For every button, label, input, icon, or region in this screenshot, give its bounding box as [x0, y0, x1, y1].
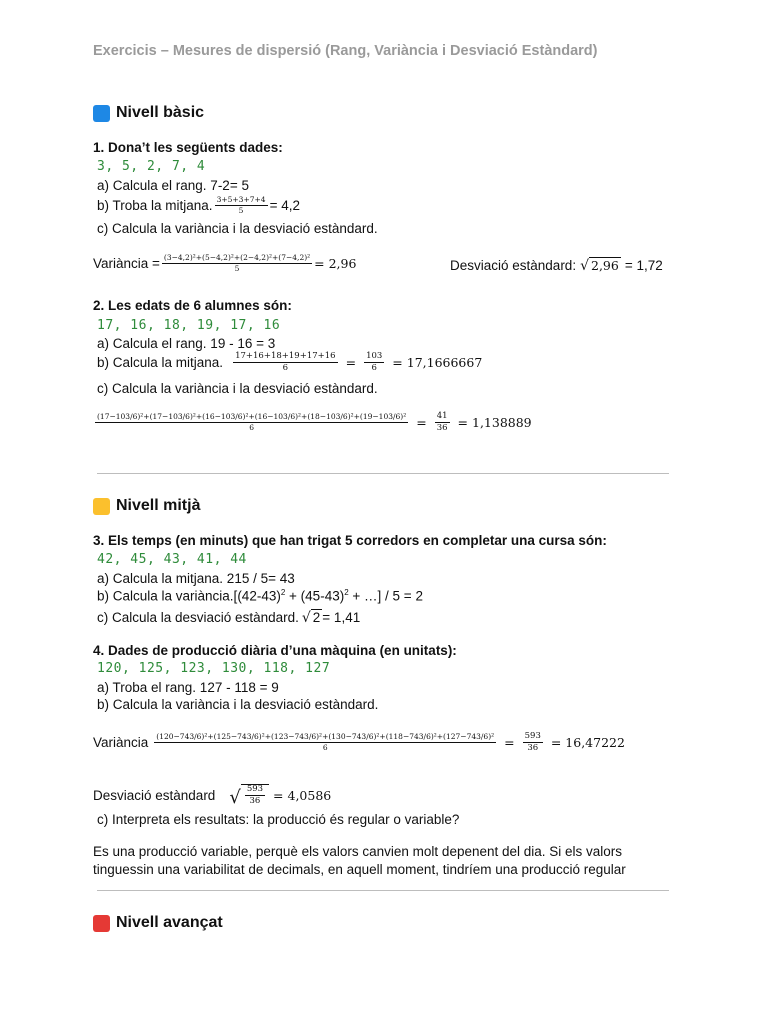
- section-mid-heading: [93, 497, 200, 515]
- ex1-mean-fraction: [215, 196, 268, 216]
- ex3-a: a) Calcula la mitjana. 215 / 5= 43: [97, 571, 295, 586]
- ex3-b-text: b) Calcula la variància.[(42-43): [97, 588, 281, 604]
- ex4-std: [93, 784, 331, 807]
- ex3-c: [97, 609, 360, 625]
- ex3-b-end: + …] / 5 = 2: [348, 588, 423, 604]
- divider: [97, 890, 669, 891]
- section-adv-heading: [93, 914, 223, 932]
- ex4-variance-result: = 16,47222: [550, 735, 625, 751]
- fraction-numerator: 3+5+3+7+4: [215, 196, 268, 206]
- sqrt-symbol: [302, 609, 322, 625]
- ex2-b-text: b) Calcula la mitjana.: [97, 355, 224, 371]
- fraction-denominator: 36: [436, 423, 448, 434]
- fraction-denominator: 6: [249, 423, 254, 433]
- fraction-numerator: 593: [523, 732, 543, 743]
- ex3-title: 3. Els temps (en minuts) que han trigat 5 corredors en completar una cursa són:: [93, 533, 607, 548]
- variance-result: = 2,96: [314, 256, 357, 272]
- ex4-c: c) Interpreta els resultats: la producció és regular o variable?: [97, 812, 460, 827]
- ex1-variance-fraction: [162, 254, 312, 274]
- fraction-denominator: 6: [371, 363, 377, 374]
- std-label: Desviació estàndard:: [450, 257, 577, 273]
- fraction-numerator: 103: [364, 352, 384, 363]
- ex4-variance-fraction: [154, 733, 496, 753]
- equals-sign: =: [345, 355, 357, 371]
- std-fraction: [245, 785, 265, 807]
- sqrt-symbol: [580, 257, 621, 273]
- std-result: = 4,0586: [273, 787, 332, 803]
- ex2-title: 2. Les edats de 6 alumnes són:: [93, 298, 292, 313]
- radical-icon: √: [301, 610, 311, 626]
- fraction-denominator: 6: [322, 743, 328, 753]
- ex4-variance-fraction-simplified: [523, 732, 543, 754]
- section-mid-title: Nivell mitjà: [116, 497, 201, 514]
- ex3-c-text: c) Calcula la desviació estàndard.: [97, 609, 299, 625]
- ex2-variance-fraction: [95, 413, 408, 433]
- ex4-answer-line1: Es una producció variable, perquè els valors canvien molt depenent del dia. Si els valors: [93, 844, 623, 859]
- ex3-data: 42, 45, 43, 41, 44: [97, 552, 247, 567]
- ex3-c-result: = 1,41: [322, 609, 361, 625]
- ex4-data: 120, 125, 123, 130, 118, 127: [97, 661, 331, 676]
- fraction-numerator: (3−4,2)²+(5−4,2)²+(2−4,2)²+(7−4,2)²: [162, 254, 312, 264]
- blue-square-icon: [93, 105, 110, 122]
- ex2-c: c) Calcula la variància i la desviació estàndard.: [97, 381, 378, 396]
- ex3-b-mid: + (45-43): [285, 588, 345, 604]
- variance-label: Variància =: [93, 256, 160, 272]
- radicand: [241, 784, 269, 807]
- fraction-numerator: 17+16+18+19+17+16: [233, 352, 338, 363]
- radical-icon: √: [229, 786, 241, 808]
- variance-label: Variància: [93, 735, 149, 751]
- fraction-denominator: 36: [527, 743, 539, 754]
- ex2-mean-fraction: [233, 352, 338, 374]
- sqrt-symbol: [229, 784, 269, 807]
- fraction-numerator: 593: [245, 785, 265, 796]
- ex4-title: 4. Dades de producció diària d’una màquina (en unitats):: [93, 643, 457, 658]
- ex4-b: b) Calcula la variància i la desviació estàndard.: [97, 697, 379, 712]
- ex1-a: a) Calcula el rang. 7-2= 5: [97, 178, 249, 193]
- fraction-denominator: 5: [238, 206, 244, 216]
- exponent: 2: [344, 588, 349, 597]
- ex2-b: [97, 352, 482, 374]
- divider: [97, 473, 669, 474]
- section-basic-heading: [93, 104, 204, 122]
- ex2-variance-fraction-simplified: [435, 412, 450, 434]
- ex4-variance: [93, 732, 625, 754]
- ex1-title: 1. Dona’t les següents dades:: [93, 140, 283, 155]
- radical-icon: √: [580, 258, 589, 274]
- std-label: Desviació estàndard: [93, 787, 216, 803]
- equals-sign: =: [416, 415, 427, 431]
- exponent: 2: [280, 588, 286, 597]
- ex1-b-text: b) Troba la mitjana.: [97, 198, 213, 214]
- fraction-numerator: (120−743/6)²+(125−743/6)²+(123−743/6)²+(130−743/6)²+(118−743/6)²+(127−743/6)²: [154, 733, 496, 743]
- radicand: 2,96: [591, 258, 619, 273]
- ex2-mean-result: = 17,1666667: [392, 355, 483, 371]
- ex1-variance: [93, 254, 356, 274]
- section-basic-title: Nivell bàsic: [116, 104, 205, 121]
- fraction-numerator: 41: [435, 412, 450, 423]
- section-adv-title: Nivell avançat: [116, 914, 223, 931]
- ex1-c: c) Calcula la variància i la desviació estàndard.: [97, 221, 378, 236]
- red-square-icon: [93, 915, 110, 932]
- fraction-denominator: 5: [234, 264, 240, 274]
- equals-sign: =: [504, 735, 515, 751]
- fraction-denominator: 36: [249, 796, 261, 807]
- ex2-data: 17, 16, 18, 19, 17, 16: [97, 318, 281, 333]
- ex2-variance: [93, 412, 532, 434]
- std-result: = 1,72: [624, 257, 663, 273]
- fraction-denominator: 6: [282, 363, 289, 374]
- ex1-b: [97, 196, 300, 216]
- ex1-std: [450, 257, 663, 273]
- ex1-data: 3, 5, 2, 7, 4: [97, 159, 206, 174]
- yellow-square-icon: [93, 498, 110, 515]
- page-header: Exercicis – Mesures de dispersió (Rang, Variància i Desviació Estàndard): [93, 43, 598, 59]
- ex4-a: a) Troba el rang. 127 - 118 = 9: [97, 680, 279, 695]
- ex2-variance-result: = 1,138889: [457, 415, 532, 431]
- radicand: 2: [312, 610, 321, 625]
- ex3-b: [97, 588, 423, 604]
- ex2-mean-fraction-simplified: [364, 352, 384, 374]
- ex4-answer-line2: tinguessin una variabilitat de decimals, en aquell moment, tindríem una producció regular: [93, 862, 626, 877]
- ex2-a: a) Calcula el rang. 19 - 16 = 3: [97, 336, 276, 351]
- fraction-numerator: (17−103/6)²+(17−103/6)²+(16−103/6)²+(16−103/6)²+(18−103/6)²+(19−103/6)²: [95, 413, 408, 423]
- ex1-b-result: = 4,2: [269, 198, 300, 214]
